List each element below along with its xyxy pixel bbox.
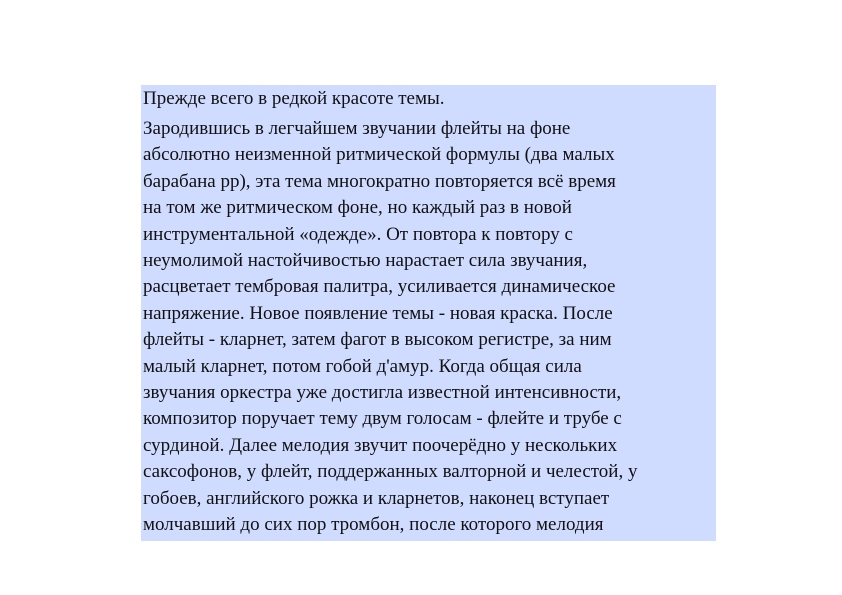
paragraph-line: напряжение. Новое появление темы - новая краска. После xyxy=(143,302,613,324)
paragraph-line: расцветает тембровая палитра, усиливается динамическое xyxy=(143,276,616,298)
paragraph-line: гобоев, английского рожка и кларнетов, наконец вступает xyxy=(143,487,610,509)
paragraph-line: абсолютно неизменной ритмической формулы (два малых xyxy=(143,144,615,166)
paragraph-line: инструментальной «одежде». От повтора к повтору с xyxy=(143,223,573,245)
paragraph-line: на том же ритмическом фоне, но каждый раз в новой xyxy=(143,197,572,219)
paragraph-line: сурдиной. Далее мелодия звучит поочерёдно у нескольких xyxy=(143,434,618,456)
heading-line: Прежде всего в редкой красоте темы. xyxy=(143,88,445,109)
paragraph-line: Зародившись в легчайшем звучании флейты на фоне xyxy=(143,118,571,139)
paragraph-line: саксофонов, у флейт, поддержанных валторной и челестой, у xyxy=(143,461,638,483)
paragraph-line: молчавший до сих пор тромбон, после которого мелодия xyxy=(143,514,604,536)
paragraph-line: звучания оркестра уже достигла известной интенсивности, xyxy=(143,382,622,404)
paragraph-line: барабана pp), эта тема многократно повторяется всё время xyxy=(143,170,616,192)
paragraph-line: малый кларнет, потом гобой д'амур. Когда общая сила xyxy=(143,355,582,377)
paragraph-line: флейты - кларнет, затем фагот в высоком регистре, за ним xyxy=(143,329,612,351)
body-paragraph xyxy=(143,116,716,539)
paragraph-line: неумолимой настойчивостью нарастает сила звучания, xyxy=(143,250,588,272)
paragraph-line: композитор поручает тему двум голосам - флейте и трубе с xyxy=(143,408,622,430)
text-box xyxy=(141,85,716,541)
